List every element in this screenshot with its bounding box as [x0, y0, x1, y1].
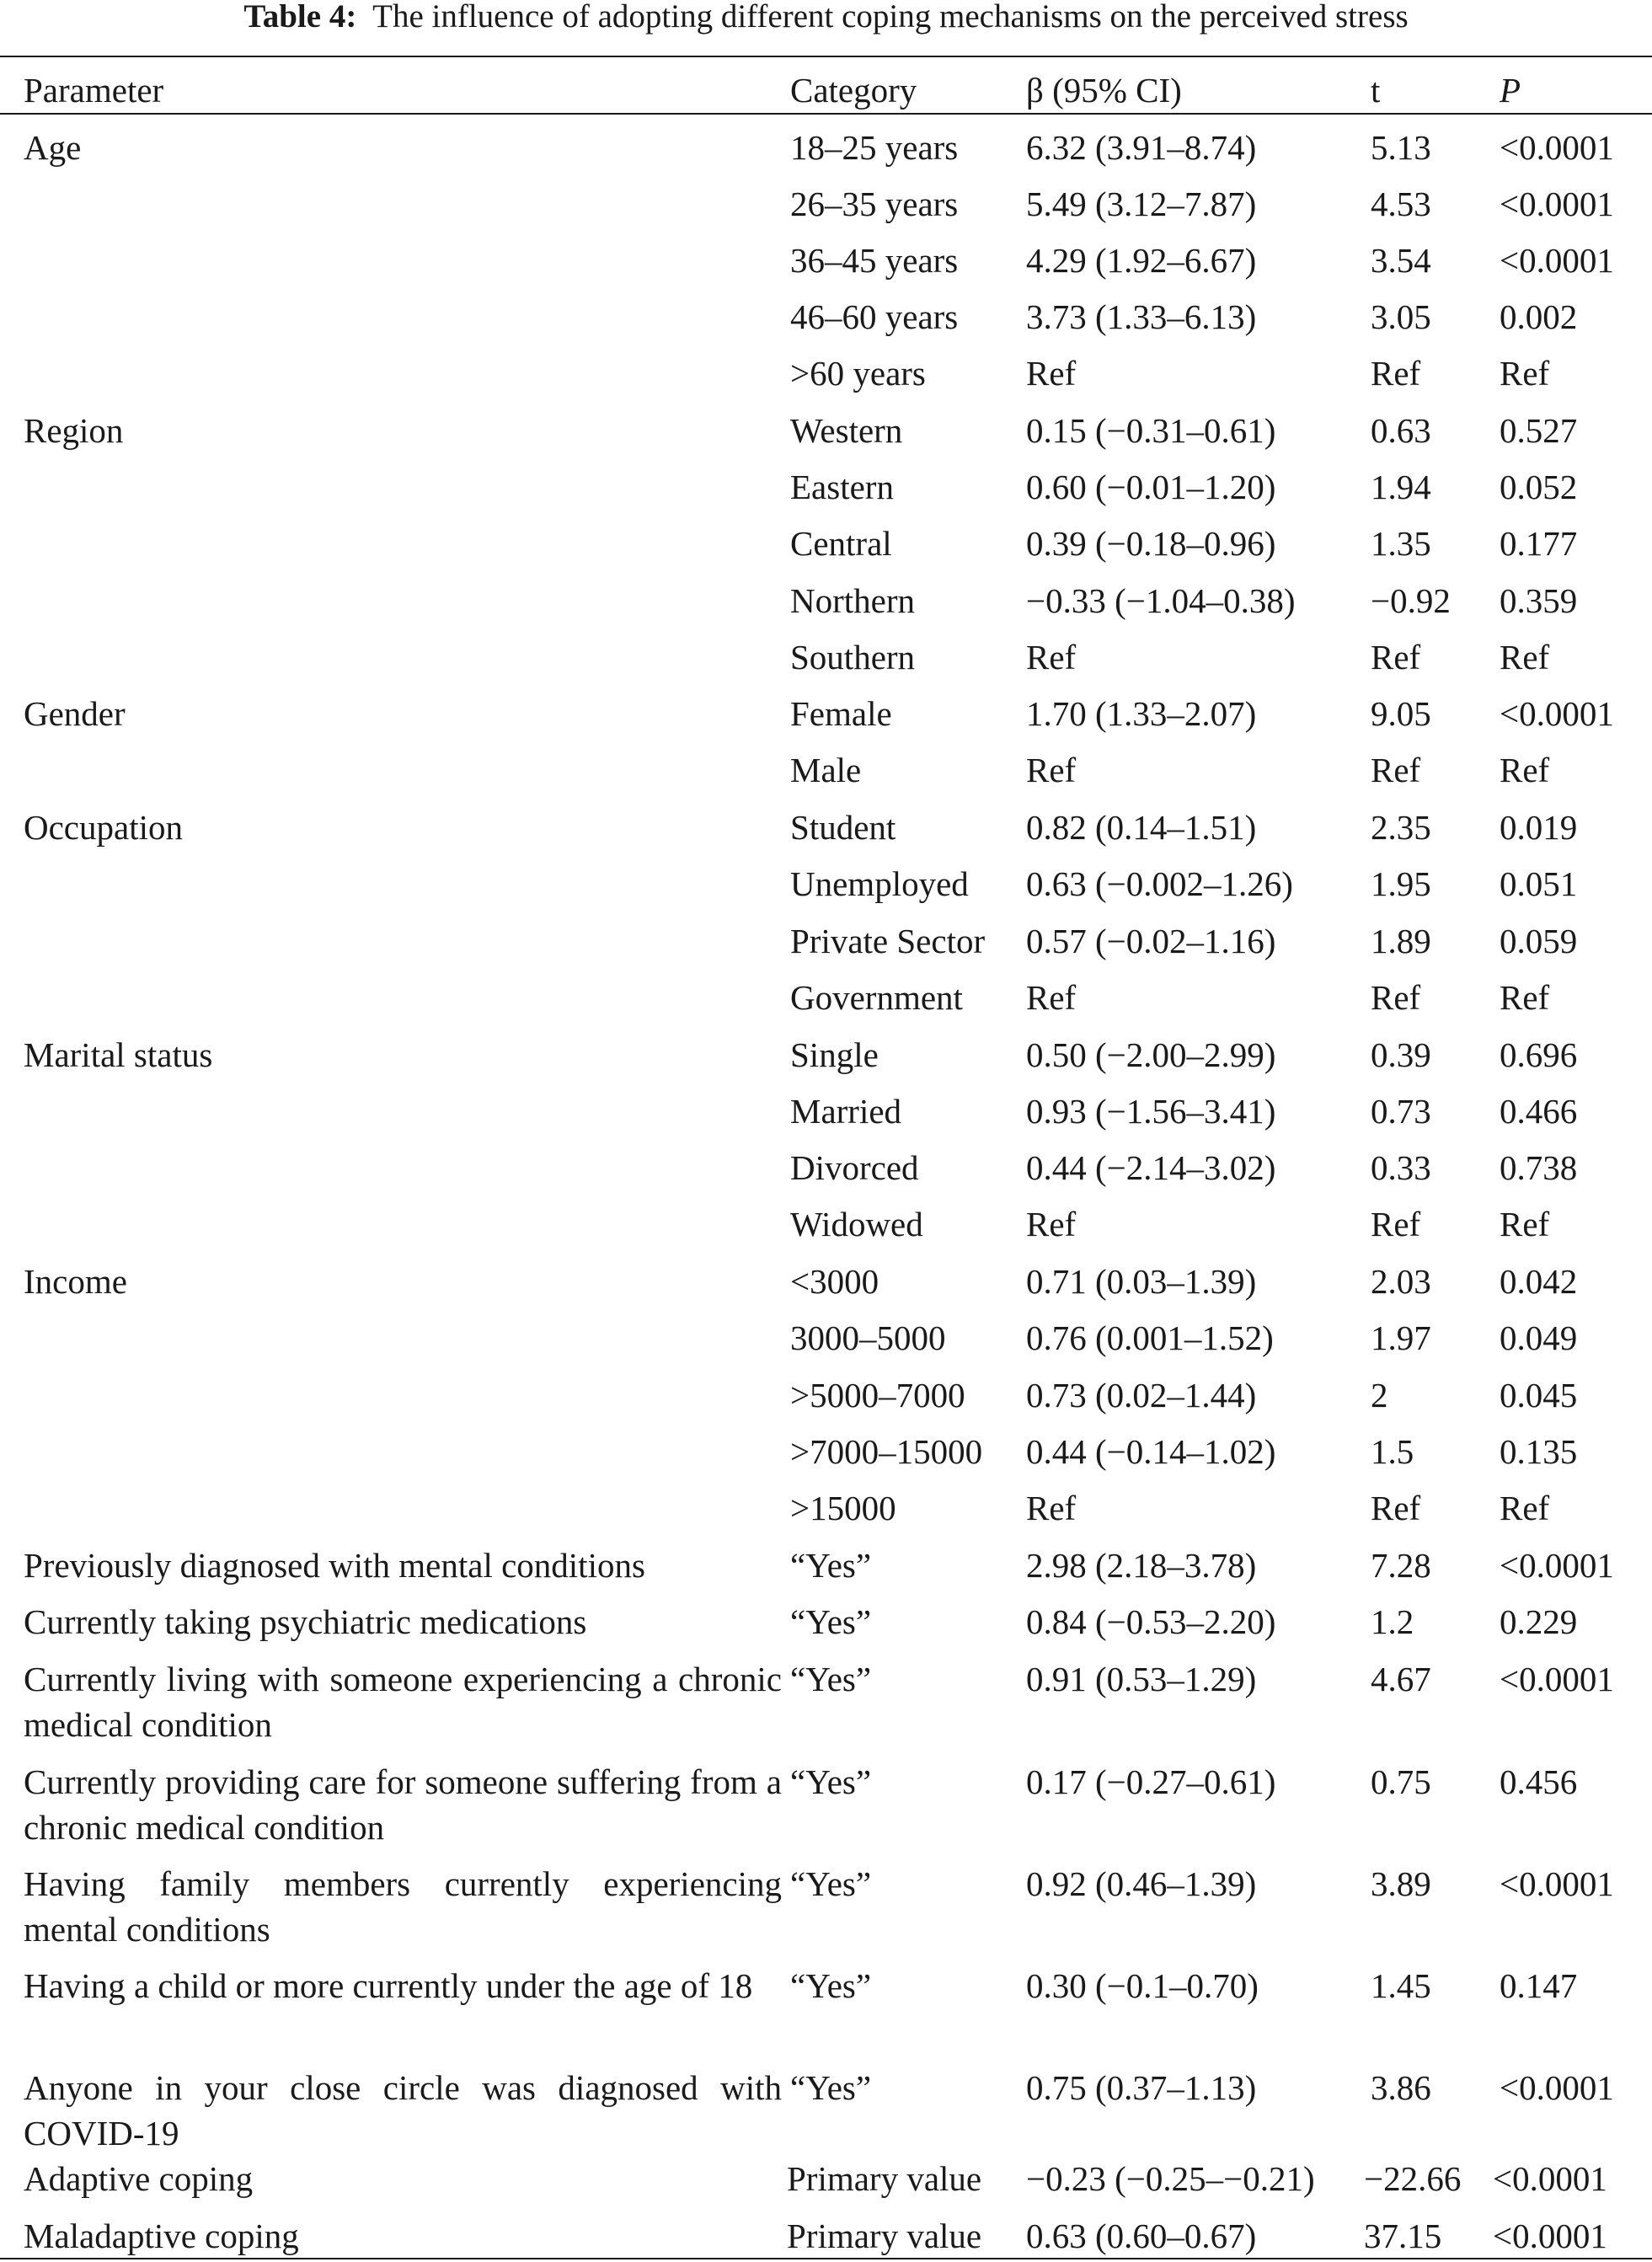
cell-p: Ref [1500, 1489, 1550, 1527]
cell-t: 0.73 [1371, 1092, 1431, 1131]
cell-parameter: Marital status [24, 1035, 213, 1074]
cell-parameter: Gender [24, 694, 126, 733]
cell-p: Ref [1500, 751, 1550, 789]
cell-t: 3.86 [1371, 2068, 1431, 2107]
cell-beta: 5.49 (3.12–7.87) [1026, 184, 1257, 223]
cell-category: 36–45 years [790, 241, 959, 280]
cell-category: >7000–15000 [790, 1432, 983, 1471]
cell-t: 37.15 [1364, 2217, 1442, 2255]
cell-t: 0.75 [1371, 1762, 1431, 1801]
cell-p: <0.0001 [1500, 1546, 1614, 1585]
cell-parameter: Currently providing care for someone suffering from a chronic medical condition [24, 1762, 782, 1847]
cell-category: Primary value [787, 2217, 982, 2255]
cell-category: >60 years [790, 354, 926, 393]
cell-category: Male [790, 751, 862, 789]
cell-category: “Yes” [790, 1966, 872, 2005]
cell-category: Southern [790, 638, 916, 676]
cell-p: 0.049 [1500, 1318, 1578, 1357]
cell-beta: 0.75 (0.37–1.13) [1026, 2068, 1257, 2107]
cell-beta: 0.17 (−0.27–0.61) [1026, 1762, 1276, 1801]
cell-beta: 0.63 (−0.002–1.26) [1026, 864, 1293, 903]
cell-beta: Ref [1026, 1489, 1077, 1527]
cell-category: >5000–7000 [790, 1376, 965, 1414]
header-category: Category [790, 71, 917, 110]
cell-t: 2.35 [1371, 808, 1431, 847]
cell-t: 0.63 [1371, 411, 1431, 450]
cell-p: 0.229 [1500, 1602, 1578, 1641]
cell-p: Ref [1500, 354, 1550, 393]
cell-p: 0.042 [1500, 1262, 1578, 1301]
cell-category: Widowed [790, 1205, 923, 1243]
cell-t: −0.92 [1371, 581, 1451, 620]
cell-beta: 0.57 (−0.02–1.16) [1026, 922, 1276, 960]
cell-beta: 3.73 (1.33–6.13) [1026, 297, 1257, 336]
cell-t: 1.45 [1371, 1966, 1431, 2005]
cell-p: 0.002 [1500, 297, 1578, 336]
cell-category: Central [790, 524, 892, 563]
cell-p: 0.738 [1500, 1148, 1578, 1187]
cell-category: >15000 [790, 1489, 896, 1527]
cell-beta: −0.33 (−1.04–0.38) [1026, 581, 1296, 620]
cell-category: “Yes” [790, 1602, 872, 1641]
cell-p: <0.0001 [1500, 2068, 1614, 2107]
cell-category: Western [790, 411, 903, 450]
cell-beta: 0.82 (0.14–1.51) [1026, 808, 1257, 847]
cell-p: 0.045 [1500, 1376, 1578, 1414]
cell-category: Divorced [790, 1148, 919, 1187]
cell-parameter: Income [24, 1262, 127, 1301]
cell-beta: 0.93 (−1.56–3.41) [1026, 1092, 1276, 1131]
cell-category: <3000 [790, 1262, 879, 1301]
cell-beta: 2.98 (2.18–3.78) [1026, 1546, 1257, 1585]
cell-t: Ref [1371, 638, 1421, 676]
cell-t: 1.5 [1371, 1432, 1414, 1471]
cell-t: 1.94 [1371, 468, 1431, 506]
cell-beta: 0.30 (−0.1–0.70) [1026, 1966, 1259, 2005]
cell-p: 0.527 [1500, 411, 1578, 450]
cell-p: 0.147 [1500, 1966, 1578, 2005]
cell-parameter: Region [24, 411, 124, 450]
cell-p: 0.696 [1500, 1035, 1578, 1074]
cell-beta: Ref [1026, 638, 1077, 676]
cell-p: <0.0001 [1500, 694, 1614, 733]
cell-t: 9.05 [1371, 694, 1431, 733]
cell-t: 4.53 [1371, 184, 1431, 223]
cell-beta: 0.50 (−2.00–2.99) [1026, 1035, 1276, 1074]
cell-parameter: Adaptive coping [24, 2159, 254, 2198]
cell-parameter: Age [24, 128, 82, 167]
header-p: P [1500, 71, 1521, 110]
cell-t: Ref [1371, 978, 1421, 1017]
cell-category: Unemployed [790, 864, 969, 903]
cell-category: Married [790, 1092, 902, 1131]
cell-parameter: Having family members currently experiencing mental conditions [24, 1864, 782, 1949]
cell-p: 0.135 [1500, 1432, 1578, 1471]
cell-beta: 0.39 (−0.18–0.96) [1026, 524, 1276, 563]
cell-beta: 0.73 (0.02–1.44) [1026, 1376, 1257, 1414]
cell-t: 0.39 [1371, 1035, 1431, 1074]
cell-t: 3.05 [1371, 297, 1431, 336]
cell-category: Single [790, 1035, 879, 1074]
cell-p: 0.466 [1500, 1092, 1578, 1131]
cell-category: Female [790, 694, 892, 733]
cell-category: Student [790, 808, 896, 847]
cell-t: 2.03 [1371, 1262, 1431, 1301]
cell-t: 1.95 [1371, 864, 1431, 903]
cell-t: 1.97 [1371, 1318, 1431, 1357]
header-t: t [1371, 71, 1381, 110]
cell-beta: Ref [1026, 751, 1077, 789]
cell-t: Ref [1371, 1489, 1421, 1527]
cell-beta: Ref [1026, 978, 1077, 1017]
cell-t: Ref [1371, 1205, 1421, 1243]
cell-parameter: Having a child or more currently under the age of 18 [24, 1966, 753, 2005]
cell-category: “Yes” [790, 1762, 872, 1801]
cell-beta: 1.70 (1.33–2.07) [1026, 694, 1257, 733]
cell-t: 3.89 [1371, 1864, 1431, 1903]
cell-parameter: Anyone in your close circle was diagnosed with COVID-19 [24, 2068, 782, 2152]
cell-parameter: Currently living with someone experiencing a chronic medical condition [24, 1660, 782, 1744]
cell-beta: −0.23 (−0.25–−0.21) [1026, 2159, 1315, 2198]
cell-category: “Yes” [790, 1864, 872, 1903]
cell-p: 0.059 [1500, 922, 1578, 960]
bottom-rule [0, 2258, 1652, 2259]
header-parameter: Parameter [24, 71, 164, 110]
cell-category: 18–25 years [790, 128, 959, 167]
cell-t: Ref [1371, 751, 1421, 789]
cell-p: 0.177 [1500, 524, 1578, 563]
cell-category: Private Sector [790, 922, 986, 960]
cell-category: Primary value [787, 2159, 982, 2198]
cell-p: 0.359 [1500, 581, 1578, 620]
header-rule [0, 113, 1652, 115]
cell-parameter: Currently taking psychiatric medications [24, 1602, 587, 1641]
cell-category: “Yes” [790, 1660, 872, 1698]
cell-p: <0.0001 [1500, 184, 1614, 223]
cell-category: Northern [790, 581, 916, 620]
cell-t: 3.54 [1371, 241, 1431, 280]
cell-p: <0.0001 [1493, 2159, 1607, 2198]
cell-beta: Ref [1026, 354, 1077, 393]
cell-t: Ref [1371, 354, 1421, 393]
cell-beta: 6.32 (3.91–8.74) [1026, 128, 1257, 167]
cell-p: Ref [1500, 1205, 1550, 1243]
cell-t: 5.13 [1371, 128, 1431, 167]
table-label: Table 4: [243, 0, 357, 35]
cell-t: 1.89 [1371, 922, 1431, 960]
cell-beta: 0.91 (0.53–1.29) [1026, 1660, 1257, 1698]
cell-p: Ref [1500, 638, 1550, 676]
cell-category: 26–35 years [790, 184, 959, 223]
top-rule [0, 56, 1652, 57]
cell-parameter: Occupation [24, 808, 183, 847]
cell-p: Ref [1500, 978, 1550, 1017]
cell-p: 0.052 [1500, 468, 1578, 506]
cell-p: <0.0001 [1500, 1864, 1614, 1903]
cell-t: 1.2 [1371, 1602, 1414, 1641]
cell-category: “Yes” [790, 1546, 872, 1585]
cell-t: 7.28 [1371, 1546, 1431, 1585]
cell-category: “Yes” [790, 2068, 872, 2107]
cell-t: 4.67 [1371, 1660, 1431, 1698]
cell-p: <0.0001 [1500, 1660, 1614, 1698]
cell-beta: 0.44 (−2.14–3.02) [1026, 1148, 1276, 1187]
cell-beta: 0.60 (−0.01–1.20) [1026, 468, 1276, 506]
cell-beta: 0.76 (0.001–1.52) [1026, 1318, 1274, 1357]
cell-beta: 0.92 (0.46–1.39) [1026, 1864, 1257, 1903]
cell-parameter: Previously diagnosed with mental conditions [24, 1546, 645, 1585]
cell-t: 1.35 [1371, 524, 1431, 563]
cell-beta: Ref [1026, 1205, 1077, 1243]
table-caption [0, 0, 1652, 34]
cell-t: 2 [1371, 1376, 1388, 1414]
cell-category: 46–60 years [790, 297, 959, 336]
cell-p: 0.456 [1500, 1762, 1578, 1801]
header-beta: β (95% CI) [1026, 71, 1182, 110]
cell-beta: 0.84 (−0.53–2.20) [1026, 1602, 1276, 1641]
cell-p: 0.051 [1500, 864, 1578, 903]
cell-p: <0.0001 [1500, 128, 1614, 167]
cell-parameter: Maladaptive coping [24, 2217, 299, 2255]
cell-beta: 4.29 (1.92–6.67) [1026, 241, 1257, 280]
cell-p: 0.019 [1500, 808, 1578, 847]
cell-t: 0.33 [1371, 1148, 1431, 1187]
cell-category: Government [790, 978, 963, 1017]
cell-beta: 0.44 (−0.14–1.02) [1026, 1432, 1276, 1471]
cell-beta: 0.15 (−0.31–0.61) [1026, 411, 1276, 450]
cell-beta: 0.71 (0.03–1.39) [1026, 1262, 1257, 1301]
cell-category: 3000–5000 [790, 1318, 946, 1357]
cell-p: <0.0001 [1493, 2217, 1607, 2255]
cell-beta: 0.63 (0.60–0.67) [1026, 2217, 1257, 2255]
cell-t: −22.66 [1364, 2159, 1462, 2198]
cell-category: Eastern [790, 468, 894, 506]
cell-p: <0.0001 [1500, 241, 1614, 280]
table-title: The influence of adopting different coping mechanisms on the perceived stress [372, 0, 1409, 35]
